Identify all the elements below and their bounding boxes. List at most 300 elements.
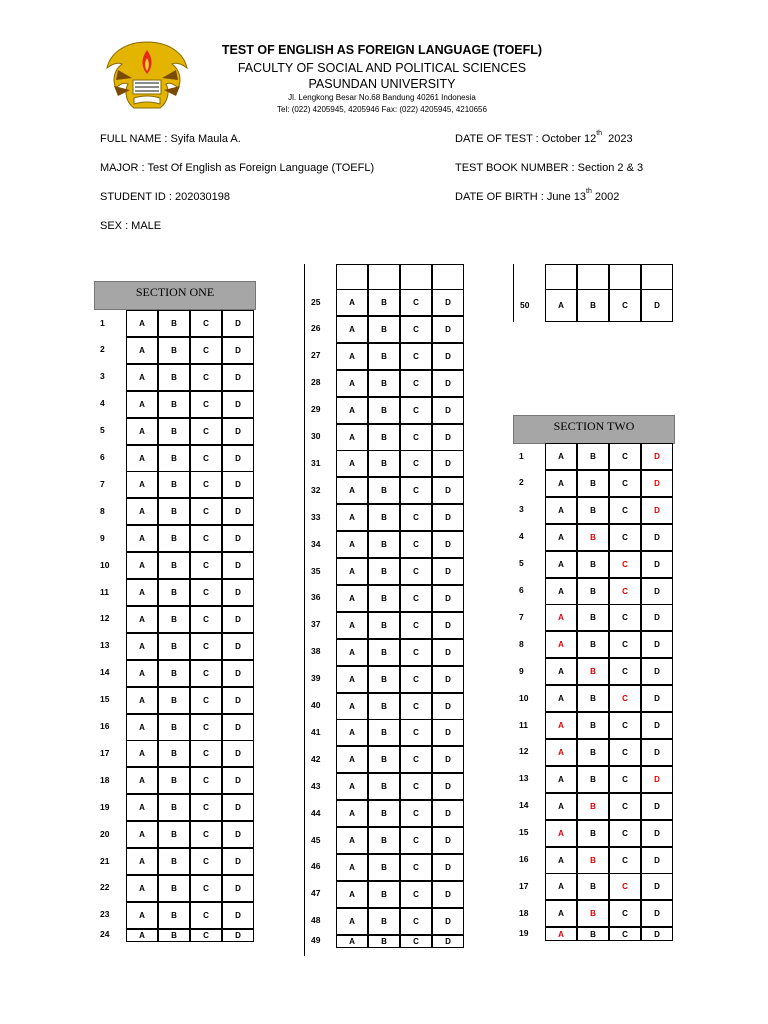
section-one-q14-option-b[interactable]: B: [158, 660, 190, 687]
section-mid-q32-option-b[interactable]: B: [368, 477, 400, 504]
section-mid-q41-option-c[interactable]: C: [400, 719, 432, 746]
section-mid-q31-option-d[interactable]: D: [432, 450, 464, 477]
section-two-q11-option-b[interactable]: B: [577, 712, 609, 739]
section-one-q21-option-c[interactable]: C: [190, 848, 222, 875]
section-two-q17-option-d[interactable]: D: [641, 873, 673, 900]
section-mid-q49-option-d[interactable]: D: [432, 935, 464, 948]
section-mid-q49-option-c[interactable]: C: [400, 935, 432, 948]
section-mid-q47-option-b[interactable]: B: [368, 881, 400, 908]
section-one-q6-option-a[interactable]: A: [126, 445, 158, 472]
section-mid-q35-option-a[interactable]: A: [336, 558, 368, 585]
section-one-q12-option-b[interactable]: B: [158, 606, 190, 633]
section-mid-q43-option-b[interactable]: B: [368, 773, 400, 800]
section-mid-q28-option-b[interactable]: B: [368, 370, 400, 397]
section-mid-q34-option-a[interactable]: A: [336, 531, 368, 558]
section-one-q10-option-c[interactable]: C: [190, 552, 222, 579]
section-two-q1-option-d[interactable]: D: [641, 443, 673, 470]
section-two-q8-option-b[interactable]: B: [577, 631, 609, 658]
section-one-q14-option-c[interactable]: C: [190, 660, 222, 687]
section-mid-q28-option-d[interactable]: D: [432, 370, 464, 397]
section-one-q8-option-a[interactable]: A: [126, 498, 158, 525]
section-one-q5-option-a[interactable]: A: [126, 418, 158, 445]
section-two-q3-option-a[interactable]: A: [545, 497, 577, 524]
section-one-q22-option-b[interactable]: B: [158, 875, 190, 902]
section-mid-q32-option-d[interactable]: D: [432, 477, 464, 504]
section-one-q18-option-c[interactable]: C: [190, 767, 222, 794]
section-two-q16-option-a[interactable]: A: [545, 847, 577, 874]
section-one-q14-option-d[interactable]: D: [222, 660, 254, 687]
section-mid-q34-option-b[interactable]: B: [368, 531, 400, 558]
section-mid-q28-option-a[interactable]: A: [336, 370, 368, 397]
section-two-q19-option-d[interactable]: D: [641, 927, 673, 941]
section-one-q8-option-c[interactable]: C: [190, 498, 222, 525]
section-mid-q34-option-d[interactable]: D: [432, 531, 464, 558]
section-one-q18-number: 18: [100, 774, 110, 785]
section-two-q12-option-a[interactable]: A: [545, 739, 577, 766]
section-mid-q45-option-d[interactable]: D: [432, 827, 464, 854]
section-mid-q39-option-b[interactable]: B: [368, 666, 400, 693]
section-one-q11-option-c[interactable]: C: [190, 579, 222, 606]
section-mid-q27-number: 27: [311, 350, 321, 361]
section-one-q4-option-b[interactable]: B: [158, 391, 190, 418]
section-mid-q36-number: 36: [311, 592, 321, 603]
section-one-q3-option-b[interactable]: B: [158, 364, 190, 391]
section-mid-q26-option-c[interactable]: C: [400, 316, 432, 343]
section-one-q4-option-c[interactable]: C: [190, 391, 222, 418]
section-two-q17-option-c[interactable]: C: [609, 873, 641, 900]
section-one-q16-option-c[interactable]: C: [190, 714, 222, 741]
section-two-q12-option-c[interactable]: C: [609, 739, 641, 766]
section-mid-q44-option-d[interactable]: D: [432, 800, 464, 827]
section-mid-q26-option-d[interactable]: D: [432, 316, 464, 343]
section-two-q13-option-a[interactable]: A: [545, 766, 577, 793]
section-two-q12-option-b[interactable]: B: [577, 739, 609, 766]
section-two-q14-option-b[interactable]: B: [577, 793, 609, 820]
section-mid-q38-option-d[interactable]: D: [432, 639, 464, 666]
section-mid-q42-option-d[interactable]: D: [432, 746, 464, 773]
section-mid-q40-option-a[interactable]: A: [336, 693, 368, 720]
section-mid-q26-option-b[interactable]: B: [368, 316, 400, 343]
section-two-q16-option-d[interactable]: D: [641, 847, 673, 874]
section-one-q24-option-b[interactable]: B: [158, 929, 190, 942]
section-mid-q38-number: 38: [311, 646, 321, 657]
section-mid-q33-option-c[interactable]: C: [400, 504, 432, 531]
section-mid-q30-option-c[interactable]: C: [400, 424, 432, 451]
section-two-q10-option-a[interactable]: A: [545, 685, 577, 712]
section-one-q5-option-c[interactable]: C: [190, 418, 222, 445]
section-two-q3-option-d[interactable]: D: [641, 497, 673, 524]
section-mid-q41-option-b[interactable]: B: [368, 719, 400, 746]
section-two-q6-option-a[interactable]: A: [545, 578, 577, 605]
section-mid-q31-option-b[interactable]: B: [368, 450, 400, 477]
section-one-q7-option-d[interactable]: D: [222, 471, 254, 498]
section-two-q7-option-b[interactable]: B: [577, 604, 609, 631]
section-one-q15-option-a[interactable]: A: [126, 687, 158, 714]
section-mid-q47-option-a[interactable]: A: [336, 881, 368, 908]
section-one-q17-option-c[interactable]: C: [190, 740, 222, 767]
section-two-q10-option-d[interactable]: D: [641, 685, 673, 712]
section-mid-q27-option-a[interactable]: A: [336, 343, 368, 370]
section-one-q6-option-c[interactable]: C: [190, 445, 222, 472]
section-mid-q46-option-d[interactable]: D: [432, 854, 464, 881]
section-one-q19-option-b[interactable]: B: [158, 794, 190, 821]
section-mid-q26-option-a[interactable]: A: [336, 316, 368, 343]
section-one-q19-option-c[interactable]: C: [190, 794, 222, 821]
section-mid-q30-option-a[interactable]: A: [336, 424, 368, 451]
section-mid-q36-option-c[interactable]: C: [400, 585, 432, 612]
section-mid-q47-option-d[interactable]: D: [432, 881, 464, 908]
section-one-q22-option-a[interactable]: A: [126, 875, 158, 902]
section-one-q20-option-c[interactable]: C: [190, 821, 222, 848]
section-mid-q31-option-a[interactable]: A: [336, 450, 368, 477]
section-mid-q35-option-b[interactable]: B: [368, 558, 400, 585]
section-one-q21-option-b[interactable]: B: [158, 848, 190, 875]
section-two-q16-option-c[interactable]: C: [609, 847, 641, 874]
section-two-q8-option-d[interactable]: D: [641, 631, 673, 658]
section-one-q19-option-a[interactable]: A: [126, 794, 158, 821]
section-two-q4-option-a[interactable]: A: [545, 524, 577, 551]
section-two-q18-option-c[interactable]: C: [609, 900, 641, 927]
section-two-q13-option-d[interactable]: D: [641, 766, 673, 793]
section-two-q15-option-c[interactable]: C: [609, 820, 641, 847]
blank-box: [577, 264, 609, 290]
section-two-q4-option-d[interactable]: D: [641, 524, 673, 551]
section-one-q3-option-d[interactable]: D: [222, 364, 254, 391]
section-two-q6-option-d[interactable]: D: [641, 578, 673, 605]
section-two-q10-option-b[interactable]: B: [577, 685, 609, 712]
section-two-q2-option-d[interactable]: D: [641, 470, 673, 497]
section-two-q11-option-d[interactable]: D: [641, 712, 673, 739]
section-q50-option-b[interactable]: B: [577, 289, 609, 322]
section-one-q5-option-d[interactable]: D: [222, 418, 254, 445]
section-one-q10-option-d[interactable]: D: [222, 552, 254, 579]
section-mid-q37-option-a[interactable]: A: [336, 612, 368, 639]
section-mid-q35-option-d[interactable]: D: [432, 558, 464, 585]
section-mid-q45-option-c[interactable]: C: [400, 827, 432, 854]
section-mid-q25-option-c[interactable]: C: [400, 289, 432, 316]
section-one-q20-option-b[interactable]: B: [158, 821, 190, 848]
section-one-q23-option-b[interactable]: B: [158, 902, 190, 929]
section-one-q17-option-d[interactable]: D: [222, 740, 254, 767]
section-mid-q31-option-c[interactable]: C: [400, 450, 432, 477]
section-one-q14-option-a[interactable]: A: [126, 660, 158, 687]
section-one-q2-option-d[interactable]: D: [222, 337, 254, 364]
section-two-q3-option-c[interactable]: C: [609, 497, 641, 524]
section-one-q9-option-a[interactable]: A: [126, 525, 158, 552]
section-mid-q44-option-b[interactable]: B: [368, 800, 400, 827]
section-mid-q35-number: 35: [311, 565, 321, 576]
section-mid-q48-option-d[interactable]: D: [432, 908, 464, 935]
section-one-q21-option-a[interactable]: A: [126, 848, 158, 875]
section-two-q18-option-d[interactable]: D: [641, 900, 673, 927]
section-two-q5-option-d[interactable]: D: [641, 551, 673, 578]
section-mid-q37-option-d[interactable]: D: [432, 612, 464, 639]
section-one-q23-option-c[interactable]: C: [190, 902, 222, 929]
section-mid-q42-option-b[interactable]: B: [368, 746, 400, 773]
section-mid-q25-option-a[interactable]: A: [336, 289, 368, 316]
section-one-q3-option-a[interactable]: A: [126, 364, 158, 391]
section-one-q4-option-a[interactable]: A: [126, 391, 158, 418]
section-two-q6-option-c[interactable]: C: [609, 578, 641, 605]
section-two-q7-option-c[interactable]: C: [609, 604, 641, 631]
section-one-q22-number: 22: [100, 882, 110, 893]
section-one-q18-option-a[interactable]: A: [126, 767, 158, 794]
section-mid-q28-option-c[interactable]: C: [400, 370, 432, 397]
section-two-q8-option-c[interactable]: C: [609, 631, 641, 658]
section-one-q2-option-a[interactable]: A: [126, 337, 158, 364]
section-one-q24-option-c[interactable]: C: [190, 929, 222, 942]
section-one-q10-option-b[interactable]: B: [158, 552, 190, 579]
section-mid-q32-option-c[interactable]: C: [400, 477, 432, 504]
section-one-q9-option-b[interactable]: B: [158, 525, 190, 552]
university-name: PASUNDAN UNIVERSITY: [308, 77, 456, 91]
section-one-q9-option-d[interactable]: D: [222, 525, 254, 552]
section-mid-q49-option-a[interactable]: A: [336, 935, 368, 948]
section-mid-q33-option-d[interactable]: D: [432, 504, 464, 531]
section-one-q23-option-d[interactable]: D: [222, 902, 254, 929]
section-one-q1-number: 1: [100, 317, 105, 328]
section-two-q14-number: 14: [519, 800, 529, 811]
section-mid-q42-option-c[interactable]: C: [400, 746, 432, 773]
section-one-q7-option-a[interactable]: A: [126, 471, 158, 498]
section-mid-q35-option-c[interactable]: C: [400, 558, 432, 585]
section-one-q22-option-d[interactable]: D: [222, 875, 254, 902]
section-one-q12-option-c[interactable]: C: [190, 606, 222, 633]
section-mid-q32-option-a[interactable]: A: [336, 477, 368, 504]
section-two-q1-option-a[interactable]: A: [545, 443, 577, 470]
section-two-q11-option-c[interactable]: C: [609, 712, 641, 739]
section-two-q18-option-a[interactable]: A: [545, 900, 577, 927]
section-two-q19-option-b[interactable]: B: [577, 927, 609, 941]
section-one-q24-option-d[interactable]: D: [222, 929, 254, 942]
section-one-q16-option-b[interactable]: B: [158, 714, 190, 741]
section-two-q18-option-b[interactable]: B: [577, 900, 609, 927]
section-mid-q40-option-d[interactable]: D: [432, 693, 464, 720]
university-logo: [104, 40, 190, 116]
section-two-q16-option-b[interactable]: B: [577, 847, 609, 874]
section-two-q19-option-c[interactable]: C: [609, 927, 641, 941]
section-one-q13-option-b[interactable]: B: [158, 633, 190, 660]
section-q50-option-d[interactable]: D: [641, 289, 673, 322]
section-mid-q39-option-a[interactable]: A: [336, 666, 368, 693]
section-mid-q29-option-d[interactable]: D: [432, 397, 464, 424]
section-two-q1-option-c[interactable]: C: [609, 443, 641, 470]
section-one-q3-option-c[interactable]: C: [190, 364, 222, 391]
section-two-q6-option-b[interactable]: B: [577, 578, 609, 605]
section-one-q10-option-a[interactable]: A: [126, 552, 158, 579]
section-two-q7-option-d[interactable]: D: [641, 604, 673, 631]
section-one-q17-number: 17: [100, 747, 110, 758]
section-mid-q44-option-a[interactable]: A: [336, 800, 368, 827]
section-mid-q29-number: 29: [311, 404, 321, 415]
section-mid-q33-option-b[interactable]: B: [368, 504, 400, 531]
section-mid-q36-option-a[interactable]: A: [336, 585, 368, 612]
section-one-q19-number: 19: [100, 801, 110, 812]
section-two-q4-option-b[interactable]: B: [577, 524, 609, 551]
section-one-q16-option-a[interactable]: A: [126, 714, 158, 741]
section-two-q19-option-a[interactable]: A: [545, 927, 577, 941]
section-mid-q29-option-b[interactable]: B: [368, 397, 400, 424]
section-mid-q43-option-d[interactable]: D: [432, 773, 464, 800]
major: MAJOR : Test Of English as Foreign Language (TOEFL): [100, 162, 375, 174]
section-one-q24-option-a[interactable]: A: [126, 929, 158, 942]
section-two-q15-option-a[interactable]: A: [545, 820, 577, 847]
section-one-q23-option-a[interactable]: A: [126, 902, 158, 929]
section-one-q11-option-a[interactable]: A: [126, 579, 158, 606]
section-mid-q40-option-c[interactable]: C: [400, 693, 432, 720]
section-one-q1-option-b[interactable]: B: [158, 310, 190, 337]
section-two-q17-option-a[interactable]: A: [545, 873, 577, 900]
section-one-q13-option-c[interactable]: C: [190, 633, 222, 660]
section-two-q15-option-d[interactable]: D: [641, 820, 673, 847]
section-mid-q47-option-c[interactable]: C: [400, 881, 432, 908]
section-one-q17-option-b[interactable]: B: [158, 740, 190, 767]
section-mid-q41-option-a[interactable]: A: [336, 719, 368, 746]
section-two-q14-option-a[interactable]: A: [545, 793, 577, 820]
section-one-q20-option-d[interactable]: D: [222, 821, 254, 848]
section-mid-q36-option-d[interactable]: D: [432, 585, 464, 612]
section-two-q13-option-c[interactable]: C: [609, 766, 641, 793]
section-mid-q48-option-c[interactable]: C: [400, 908, 432, 935]
section-two-q3-option-b[interactable]: B: [577, 497, 609, 524]
section-two-q13-option-b[interactable]: B: [577, 766, 609, 793]
section-one-q6-option-d[interactable]: D: [222, 445, 254, 472]
section-two-q7-option-a[interactable]: A: [545, 604, 577, 631]
section-mid-q43-option-c[interactable]: C: [400, 773, 432, 800]
section-one-q1-option-d[interactable]: D: [222, 310, 254, 337]
section-one-q18-option-b[interactable]: B: [158, 767, 190, 794]
section-mid-q30-option-b[interactable]: B: [368, 424, 400, 451]
section-mid-q34-option-c[interactable]: C: [400, 531, 432, 558]
section-one-q1-option-c[interactable]: C: [190, 310, 222, 337]
blank-box: [400, 264, 432, 290]
section-two-q5-option-a[interactable]: A: [545, 551, 577, 578]
document-title: TEST OF ENGLISH AS FOREIGN LANGUAGE (TOEFL): [221, 43, 543, 57]
section-mid-q38-option-b[interactable]: B: [368, 639, 400, 666]
section-one-q5-option-b[interactable]: B: [158, 418, 190, 445]
section-one-q22-option-c[interactable]: C: [190, 875, 222, 902]
section-mid-q39-option-c[interactable]: C: [400, 666, 432, 693]
section-mid-q29-option-a[interactable]: A: [336, 397, 368, 424]
section-mid-q43-option-a[interactable]: A: [336, 773, 368, 800]
section-one-q17-option-a[interactable]: A: [126, 740, 158, 767]
section-one-q12-option-d[interactable]: D: [222, 606, 254, 633]
blank-box: [641, 264, 673, 290]
section-one-q13-option-a[interactable]: A: [126, 633, 158, 660]
section-one-q18-option-d[interactable]: D: [222, 767, 254, 794]
section-mid-q38-option-a[interactable]: A: [336, 639, 368, 666]
section-two-q8-option-a[interactable]: A: [545, 631, 577, 658]
section-two-q2-option-c[interactable]: C: [609, 470, 641, 497]
section-mid-q45-option-a[interactable]: A: [336, 827, 368, 854]
section-two-q10-option-c[interactable]: C: [609, 685, 641, 712]
section-mid-q25-number: 25: [311, 296, 321, 307]
section-mid-q40-option-b[interactable]: B: [368, 693, 400, 720]
section-mid-q41-option-d[interactable]: D: [432, 719, 464, 746]
section-one-q4-option-d[interactable]: D: [222, 391, 254, 418]
section-one-q8-option-d[interactable]: D: [222, 498, 254, 525]
section-one-q2-option-c[interactable]: C: [190, 337, 222, 364]
section-mid-q25-option-b[interactable]: B: [368, 289, 400, 316]
section-two-q11-option-a[interactable]: A: [545, 712, 577, 739]
section-one-q15-option-b[interactable]: B: [158, 687, 190, 714]
section-one-q7-option-b[interactable]: B: [158, 471, 190, 498]
section-mid-q37-option-b[interactable]: B: [368, 612, 400, 639]
section-two-q4-option-c[interactable]: C: [609, 524, 641, 551]
section-one-q12-option-a[interactable]: A: [126, 606, 158, 633]
section-mid-q29-option-c[interactable]: C: [400, 397, 432, 424]
section-mid-q37-option-c[interactable]: C: [400, 612, 432, 639]
section-q50-option-a[interactable]: A: [545, 289, 577, 322]
section-one-q11-option-d[interactable]: D: [222, 579, 254, 606]
section-one-q9-option-c[interactable]: C: [190, 525, 222, 552]
section-mid-q46-option-c[interactable]: C: [400, 854, 432, 881]
section-two-q2-option-b[interactable]: B: [577, 470, 609, 497]
section-two-q9-option-d[interactable]: D: [641, 658, 673, 685]
section-mid-q26-number: 26: [311, 323, 321, 334]
section-mid-q30-option-d[interactable]: D: [432, 424, 464, 451]
section-one-q7-option-c[interactable]: C: [190, 471, 222, 498]
section-mid-q28-number: 28: [311, 377, 321, 388]
section-mid-q27-option-c[interactable]: C: [400, 343, 432, 370]
section-mid-q44-option-c[interactable]: C: [400, 800, 432, 827]
section-one-q15-option-c[interactable]: C: [190, 687, 222, 714]
section-one-q16-option-d[interactable]: D: [222, 714, 254, 741]
section-mid-q39-option-d[interactable]: D: [432, 666, 464, 693]
section-two-q7-number: 7: [519, 611, 524, 622]
section-mid-q27-option-d[interactable]: D: [432, 343, 464, 370]
section-q50-option-c[interactable]: C: [609, 289, 641, 322]
section-one-q13-option-d[interactable]: D: [222, 633, 254, 660]
section-one-q2-option-b[interactable]: B: [158, 337, 190, 364]
section-mid-q45-number: 45: [311, 834, 321, 845]
section-mid-q38-option-c[interactable]: C: [400, 639, 432, 666]
section-one-q15-option-d[interactable]: D: [222, 687, 254, 714]
section-mid-q45-option-b[interactable]: B: [368, 827, 400, 854]
section-two-q15-option-b[interactable]: B: [577, 820, 609, 847]
section-two-q12-option-d[interactable]: D: [641, 739, 673, 766]
section-two-q14-option-d[interactable]: D: [641, 793, 673, 820]
section-one-q8-option-b[interactable]: B: [158, 498, 190, 525]
section-mid-q46-option-b[interactable]: B: [368, 854, 400, 881]
section-two-q5-option-b[interactable]: B: [577, 551, 609, 578]
section-two-q17-option-b[interactable]: B: [577, 873, 609, 900]
section-two-q1-option-b[interactable]: B: [577, 443, 609, 470]
section-mid-q46-option-a[interactable]: A: [336, 854, 368, 881]
section-two-q9-option-c[interactable]: C: [609, 658, 641, 685]
section-mid-q36-option-b[interactable]: B: [368, 585, 400, 612]
section-mid-q48-option-a[interactable]: A: [336, 908, 368, 935]
section-two-q2-option-a[interactable]: A: [545, 470, 577, 497]
section-one-q20-option-a[interactable]: A: [126, 821, 158, 848]
section-one-q11-option-b[interactable]: B: [158, 579, 190, 606]
section-two-q9-option-b[interactable]: B: [577, 658, 609, 685]
section-mid-q49-option-b[interactable]: B: [368, 935, 400, 948]
section-one-q19-option-d[interactable]: D: [222, 794, 254, 821]
section-two-q9-option-a[interactable]: A: [545, 658, 577, 685]
section-mid-q48-option-b[interactable]: B: [368, 908, 400, 935]
section-one-q10-number: 10: [100, 559, 110, 570]
section-mid-q27-option-b[interactable]: B: [368, 343, 400, 370]
section-one-q6-option-b[interactable]: B: [158, 445, 190, 472]
section-mid-q33-option-a[interactable]: A: [336, 504, 368, 531]
section-one-q1-option-a[interactable]: A: [126, 310, 158, 337]
section-mid-q25-option-d[interactable]: D: [432, 289, 464, 316]
section-two-q5-option-c[interactable]: C: [609, 551, 641, 578]
section-two-q14-option-c[interactable]: C: [609, 793, 641, 820]
section-mid-q42-option-a[interactable]: A: [336, 746, 368, 773]
section-one-q21-option-d[interactable]: D: [222, 848, 254, 875]
